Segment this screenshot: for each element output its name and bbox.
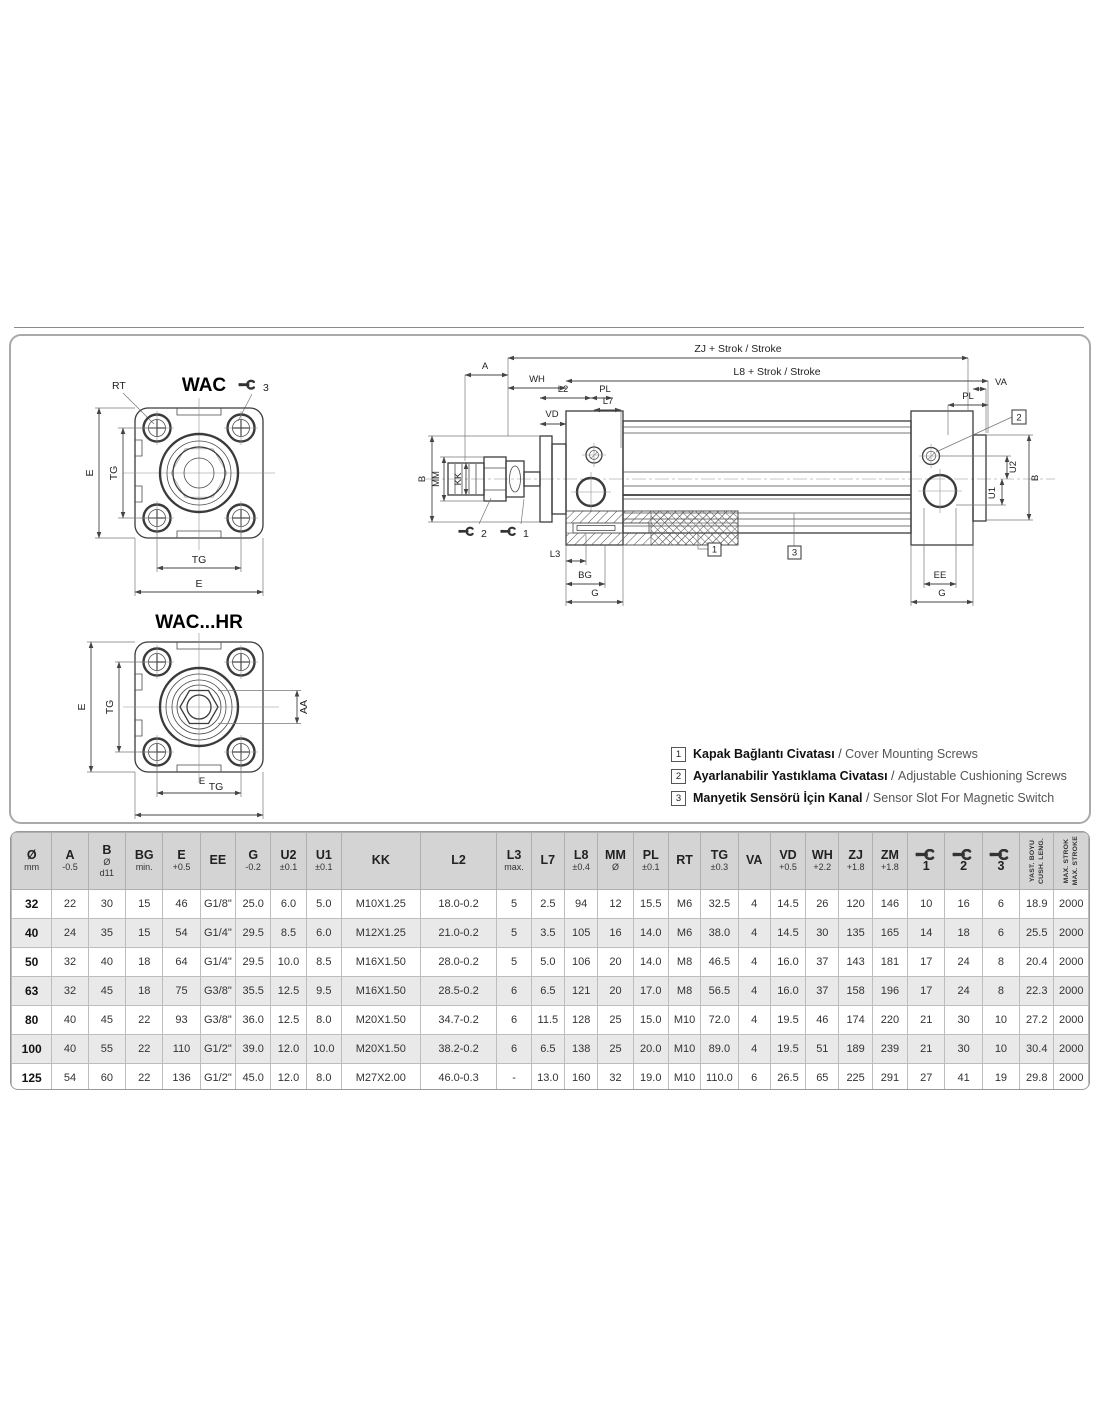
cell-63-zj: 158 [839,977,872,1006]
cell-100-wh: 51 [806,1035,839,1064]
col-header-a: A -0.5 [52,833,88,890]
cell-50-zm: 181 [872,948,907,977]
wh-label: WH [529,374,545,385]
col-header-l2: L2 [420,833,497,890]
cell-32-l2: 18.0-0.2 [420,890,497,919]
l3-label: L3 [549,549,561,560]
cell-50-ee: G1/4" [200,948,235,977]
pl-right-label: PL [962,391,974,402]
cell-40-l2: 21.0-0.2 [420,919,497,948]
l2-label: L2 [557,384,569,395]
col-header-wrench-1: 1 [908,833,945,890]
cell-63-l2: 28.5-0.2 [420,977,497,1006]
legend-item-2 [671,765,1091,787]
cell-125-zm: 291 [872,1064,907,1091]
cell-50-l8: 106 [565,948,598,977]
cell-125-vd: 26.5 [770,1064,805,1091]
cell-100-mm: 25 [598,1035,633,1064]
cell-100-vd: 19.5 [770,1035,805,1064]
cell-50-kk: M16X1.50 [341,948,420,977]
cell-125-pl: 19.0 [633,1064,668,1091]
dimension-table-wrap [10,831,1090,1090]
col-header-u1: U1 ±0.1 [306,833,341,890]
cell-80-a: 40 [52,1006,88,1035]
cell-40-max-stroke: 2000 [1054,919,1089,948]
zj-stroke-label: ZJ + Strok / Stroke [694,343,782,355]
cell-40-cush-length: 25.5 [1020,919,1054,948]
cell-63-ee: G3/8" [200,977,235,1006]
table-row [12,977,1089,1006]
cell-100-l7: 6.5 [531,1035,564,1064]
cell-125-l7: 13.0 [531,1064,564,1091]
cell-40-rt: M6 [668,919,700,948]
cell-40-mm: 16 [598,919,633,948]
cell-32-cush-length: 18.9 [1020,890,1054,919]
cell-32-u2: 6.0 [271,890,306,919]
cell-125-max-stroke: 2000 [1054,1064,1089,1091]
col-header-mm: MM Ø [598,833,633,890]
cell-50-rt: M8 [668,948,700,977]
cell-125-ee: G1/2" [200,1064,235,1091]
side-section-view [417,343,1055,606]
cell-32-wrench-2: 16 [945,890,982,919]
cell-63-wrench-1: 17 [908,977,945,1006]
cell-100-max-stroke: 2000 [1054,1035,1089,1064]
vertical-header-text: YAST. BOYU CUSH. LENG. [1028,837,1045,884]
cell-100-rt: M10 [668,1035,700,1064]
cell-80-l7: 11.5 [531,1006,564,1035]
cell-50-b: 40 [88,948,125,977]
cell-125-u2: 12.0 [271,1064,306,1091]
cell-100-b: 55 [88,1035,125,1064]
cell-100-u1: 10.0 [306,1035,341,1064]
col-header-tg: TG ±0.3 [701,833,738,890]
cell-40-bg: 15 [126,919,163,948]
cell-125-tg: 110.0 [701,1064,738,1091]
cell-40-l8: 105 [565,919,598,948]
ee-label: EE [933,570,947,581]
cell-40-u1: 6.0 [306,919,341,948]
hr-tg-left-label: TG [104,699,116,715]
col-header-rt: RT [668,833,700,890]
cell-50-va: 4 [738,948,770,977]
cell-50-pl: 14.0 [633,948,668,977]
cell-125-a: 54 [52,1064,88,1091]
wrench2-label: 2 [481,528,487,540]
cell-100-kk: M20X1.50 [341,1035,420,1064]
l7-label: L7 [602,396,614,407]
legend-separator: / [862,791,873,805]
cell-50-bg: 18 [126,948,163,977]
wrench3-label: 3 [263,382,269,394]
a-label: A [481,361,489,372]
cell-100-wrench-2: 30 [945,1035,982,1064]
cell-50-max-stroke: 2000 [1054,948,1089,977]
cell-50-wrench-1: 17 [908,948,945,977]
cell-50-g: 29.5 [236,948,271,977]
e-left-label: E [84,469,96,477]
legend-separator: / [887,769,898,783]
cell-100-g: 39.0 [236,1035,271,1064]
cell-32-tg: 32.5 [701,890,738,919]
tg-left-label: TG [108,465,120,481]
cell-125-e: 136 [163,1064,200,1091]
cell-80-b: 45 [88,1006,125,1035]
legend [671,743,1091,809]
cell-32-l7: 2.5 [531,890,564,919]
cell-32-b: 30 [88,890,125,919]
callout-3: 3 [791,547,798,559]
cell-80-ee: G3/8" [200,1006,235,1035]
cell-40-wrench-1: 14 [908,919,945,948]
col-header-va: VA [738,833,770,890]
cell-125-wrench-3: 19 [982,1064,1019,1091]
cell-40-l7: 3.5 [531,919,564,948]
cell-100-e: 110 [163,1035,200,1064]
cell-63-b: 45 [88,977,125,1006]
cell-32-va: 4 [738,890,770,919]
u1-label: U1 [987,486,998,500]
col-header-pl: PL ±0.1 [633,833,668,890]
cell-100-tg: 89.0 [701,1035,738,1064]
cell-100-zm: 239 [872,1035,907,1064]
cell-50-mm: 20 [598,948,633,977]
cell-40-a: 24 [52,919,88,948]
col-header-b: B Ø d11 [88,833,125,890]
callout-1: 1 [711,544,718,556]
g-left-label: G [591,588,599,599]
cell-32-wrench-3: 6 [982,890,1019,919]
hr-tg-bottom-label: TG [208,781,224,793]
cell-50-u1: 8.5 [306,948,341,977]
legend-num-box: 3 [671,791,686,806]
cell-50-u2: 10.0 [271,948,306,977]
vd-label: VD [545,409,559,420]
cell-100-dia: 100 [12,1035,52,1064]
cell-125-va: 6 [738,1064,770,1091]
legend-text-en: Adjustable Cushioning Screws [897,769,1067,783]
pl-left-label: PL [599,384,611,395]
cell-100-cush-length: 30.4 [1020,1035,1054,1064]
cell-50-wh: 37 [806,948,839,977]
cell-63-u1: 9.5 [306,977,341,1006]
col-header-dia: Ø mm [12,833,52,890]
e-bottom-label: E [195,578,203,590]
cell-32-e: 46 [163,890,200,919]
cell-63-dia: 63 [12,977,52,1006]
cell-40-va: 4 [738,919,770,948]
cell-80-l8: 128 [565,1006,598,1035]
cell-50-wrench-3: 8 [982,948,1019,977]
g-right-label: G [938,588,946,599]
legend-item-3 [671,787,1091,809]
cell-80-l3: 6 [497,1006,531,1035]
cell-50-l7: 5.0 [531,948,564,977]
cell-80-u1: 8.0 [306,1006,341,1035]
va-label: VA [995,377,1007,388]
u2-label: U2 [1008,460,1019,474]
cell-40-e: 54 [163,919,200,948]
cell-50-wrench-2: 24 [945,948,982,977]
wac-hr-front-view [76,612,310,819]
rt-label: RT [112,380,126,392]
cell-100-wrench-3: 10 [982,1035,1019,1064]
cell-40-l3: 5 [497,919,531,948]
cell-63-wh: 37 [806,977,839,1006]
cell-32-ee: G1/8" [200,890,235,919]
cell-40-wh: 30 [806,919,839,948]
col-header-cush-length [1020,833,1054,890]
table-row [12,948,1089,977]
cell-125-bg: 22 [126,1064,163,1091]
cell-80-zm: 220 [872,1006,907,1035]
legend-text-en: Sensor Slot For Magnetic Switch [872,791,1055,805]
cell-80-wrench-2: 30 [945,1006,982,1035]
col-header-vd: VD +0.5 [770,833,805,890]
bg-label: BG [578,570,592,581]
cell-125-l8: 160 [565,1064,598,1091]
drawing-panel [9,334,1091,824]
cell-125-mm: 32 [598,1064,633,1091]
cell-63-wrench-2: 24 [945,977,982,1006]
cell-32-u1: 5.0 [306,890,341,919]
wrench1-label: 1 [523,528,529,540]
cell-32-l8: 94 [565,890,598,919]
cell-80-vd: 19.5 [770,1006,805,1035]
col-header-g: G -0.2 [236,833,271,890]
cell-80-wrench-3: 10 [982,1006,1019,1035]
cell-100-ee: G1/2" [200,1035,235,1064]
cell-80-u2: 12.5 [271,1006,306,1035]
cell-63-kk: M16X1.50 [341,977,420,1006]
cell-40-pl: 14.0 [633,919,668,948]
cell-40-u2: 8.5 [271,919,306,948]
cell-32-vd: 14.5 [770,890,805,919]
cell-100-pl: 20.0 [633,1035,668,1064]
cell-125-l2: 46.0-0.3 [420,1064,497,1091]
wac-title: WAC [181,375,227,396]
cell-63-u2: 12.5 [271,977,306,1006]
table-row [12,1064,1089,1091]
cell-100-l2: 38.2-0.2 [420,1035,497,1064]
cell-50-zj: 143 [839,948,872,977]
cell-40-g: 29.5 [236,919,271,948]
cell-100-l8: 138 [565,1035,598,1064]
kk-label: KK [453,472,464,486]
cell-63-tg: 56.5 [701,977,738,1006]
cell-125-wrench-2: 41 [945,1064,982,1091]
cell-63-e: 75 [163,977,200,1006]
cell-32-rt: M6 [668,890,700,919]
col-header-zj: ZJ +1.8 [839,833,872,890]
cell-80-wh: 46 [806,1006,839,1035]
col-header-l3: L3 max. [497,833,531,890]
cell-50-tg: 46.5 [701,948,738,977]
col-header-wrench-2: 2 [945,833,982,890]
cell-63-pl: 17.0 [633,977,668,1006]
cell-32-mm: 12 [598,890,633,919]
col-header-l8: L8 ±0.4 [565,833,598,890]
cell-80-cush-length: 27.2 [1020,1006,1054,1035]
cell-125-g: 45.0 [236,1064,271,1091]
cell-125-kk: M27X2.00 [341,1064,420,1091]
cell-40-wrench-2: 18 [945,919,982,948]
cell-63-a: 32 [52,977,88,1006]
cell-63-g: 35.5 [236,977,271,1006]
aa-label: AA [298,699,310,715]
cell-50-dia: 50 [12,948,52,977]
legend-text-tr: Manyetik Sensörü İçin Kanal [693,791,863,805]
wrench-icon [500,528,514,535]
cell-50-a: 32 [52,948,88,977]
cell-125-dia: 125 [12,1064,52,1091]
cell-40-kk: M12X1.25 [341,919,420,948]
cell-80-max-stroke: 2000 [1054,1006,1089,1035]
cell-63-l8: 121 [565,977,598,1006]
wrench-icon [458,528,472,535]
cell-80-tg: 72.0 [701,1006,738,1035]
cell-80-rt: M10 [668,1006,700,1035]
legend-text-tr: Ayarlanabilir Yastıklama Civatası [693,769,888,783]
cell-100-u2: 12.0 [271,1035,306,1064]
cell-63-mm: 20 [598,977,633,1006]
cell-40-dia: 40 [12,919,52,948]
cell-125-zj: 225 [839,1064,872,1091]
cell-125-wh: 65 [806,1064,839,1091]
cell-125-b: 60 [88,1064,125,1091]
table-row [12,1035,1089,1064]
b-right-label: B [1030,474,1041,482]
table-row [12,890,1089,919]
legend-num-box: 1 [671,747,686,762]
cell-80-l2: 34.7-0.2 [420,1006,497,1035]
cell-40-zj: 135 [839,919,872,948]
callout-2: 2 [1016,412,1022,424]
divider-line [14,327,1084,328]
cell-100-zj: 189 [839,1035,872,1064]
cell-32-bg: 15 [126,890,163,919]
col-header-wh: WH +2.2 [806,833,839,890]
cell-125-cush-length: 29.8 [1020,1064,1054,1091]
cell-80-pl: 15.0 [633,1006,668,1035]
cell-50-l2: 28.0-0.2 [420,948,497,977]
cell-40-b: 35 [88,919,125,948]
legend-num-box: 2 [671,769,686,784]
cell-32-pl: 15.5 [633,890,668,919]
cell-32-max-stroke: 2000 [1054,890,1089,919]
mm-label: MM [431,471,442,487]
col-header-ee: EE [200,833,235,890]
cell-63-wrench-3: 8 [982,977,1019,1006]
cell-80-kk: M20X1.50 [341,1006,420,1035]
cell-40-ee: G1/4" [200,919,235,948]
cell-63-max-stroke: 2000 [1054,977,1089,1006]
col-header-kk: KK [341,833,420,890]
cell-80-e: 93 [163,1006,200,1035]
cell-63-l3: 6 [497,977,531,1006]
cell-32-a: 22 [52,890,88,919]
cell-32-zm: 146 [872,890,907,919]
cell-100-l3: 6 [497,1035,531,1064]
col-header-e: E +0.5 [163,833,200,890]
cell-32-dia: 32 [12,890,52,919]
cell-32-l3: 5 [497,890,531,919]
cell-32-zj: 120 [839,890,872,919]
cell-63-l7: 6.5 [531,977,564,1006]
col-header-l7: L7 [531,833,564,890]
dimension-table [11,832,1089,1090]
legend-text-en: Cover Mounting Screws [845,747,978,761]
cell-32-wh: 26 [806,890,839,919]
wac-front-view [84,375,275,596]
cell-63-va: 4 [738,977,770,1006]
wac-hr-title: WAC...HR [155,612,243,633]
cell-80-va: 4 [738,1006,770,1035]
table-row [12,1006,1089,1035]
cell-32-kk: M10X1.25 [341,890,420,919]
wrench-icon [238,381,253,389]
legend-separator: / [834,747,846,761]
l8-stroke-label: L8 + Strok / Stroke [733,366,821,378]
vertical-header-text: MAX. STROK MAX. STROKE [1063,836,1080,886]
col-header-bg: BG min. [126,833,163,890]
cell-80-zj: 174 [839,1006,872,1035]
cell-63-cush-length: 22.3 [1020,977,1054,1006]
col-header-wrench-3: 3 [982,833,1019,890]
cell-100-wrench-1: 21 [908,1035,945,1064]
cell-125-l3: - [497,1064,531,1091]
table-row [12,919,1089,948]
cell-40-tg: 38.0 [701,919,738,948]
cell-125-wrench-1: 27 [908,1064,945,1091]
cell-80-g: 36.0 [236,1006,271,1035]
cell-100-va: 4 [738,1035,770,1064]
cell-100-bg: 22 [126,1035,163,1064]
cell-40-vd: 14.5 [770,919,805,948]
cell-63-bg: 18 [126,977,163,1006]
tg-bottom-label: TG [191,554,207,566]
hr-e-left-label: E [76,703,88,711]
cell-50-cush-length: 20.4 [1020,948,1054,977]
legend-text-tr: Kapak Bağlantı Civatası [693,747,835,761]
hr-e-bottom-label: E [198,776,206,787]
cell-63-rt: M8 [668,977,700,1006]
cell-125-rt: M10 [668,1064,700,1091]
legend-item-1 [671,743,1091,765]
cell-80-bg: 22 [126,1006,163,1035]
cell-80-wrench-1: 21 [908,1006,945,1035]
col-header-u2: U2 ±0.1 [271,833,306,890]
cell-63-zm: 196 [872,977,907,1006]
cell-40-zm: 165 [872,919,907,948]
cell-50-vd: 16.0 [770,948,805,977]
cell-32-wrench-1: 10 [908,890,945,919]
cell-80-mm: 25 [598,1006,633,1035]
cell-100-a: 40 [52,1035,88,1064]
col-header-max-stroke [1054,833,1089,890]
cell-50-l3: 5 [497,948,531,977]
cell-80-dia: 80 [12,1006,52,1035]
cell-125-u1: 8.0 [306,1064,341,1091]
cell-63-vd: 16.0 [770,977,805,1006]
col-header-zm: ZM +1.8 [872,833,907,890]
b-left-label: B [417,475,428,483]
cell-50-e: 64 [163,948,200,977]
cell-32-g: 25.0 [236,890,271,919]
table-header-row [12,833,1089,890]
cell-40-wrench-3: 6 [982,919,1019,948]
